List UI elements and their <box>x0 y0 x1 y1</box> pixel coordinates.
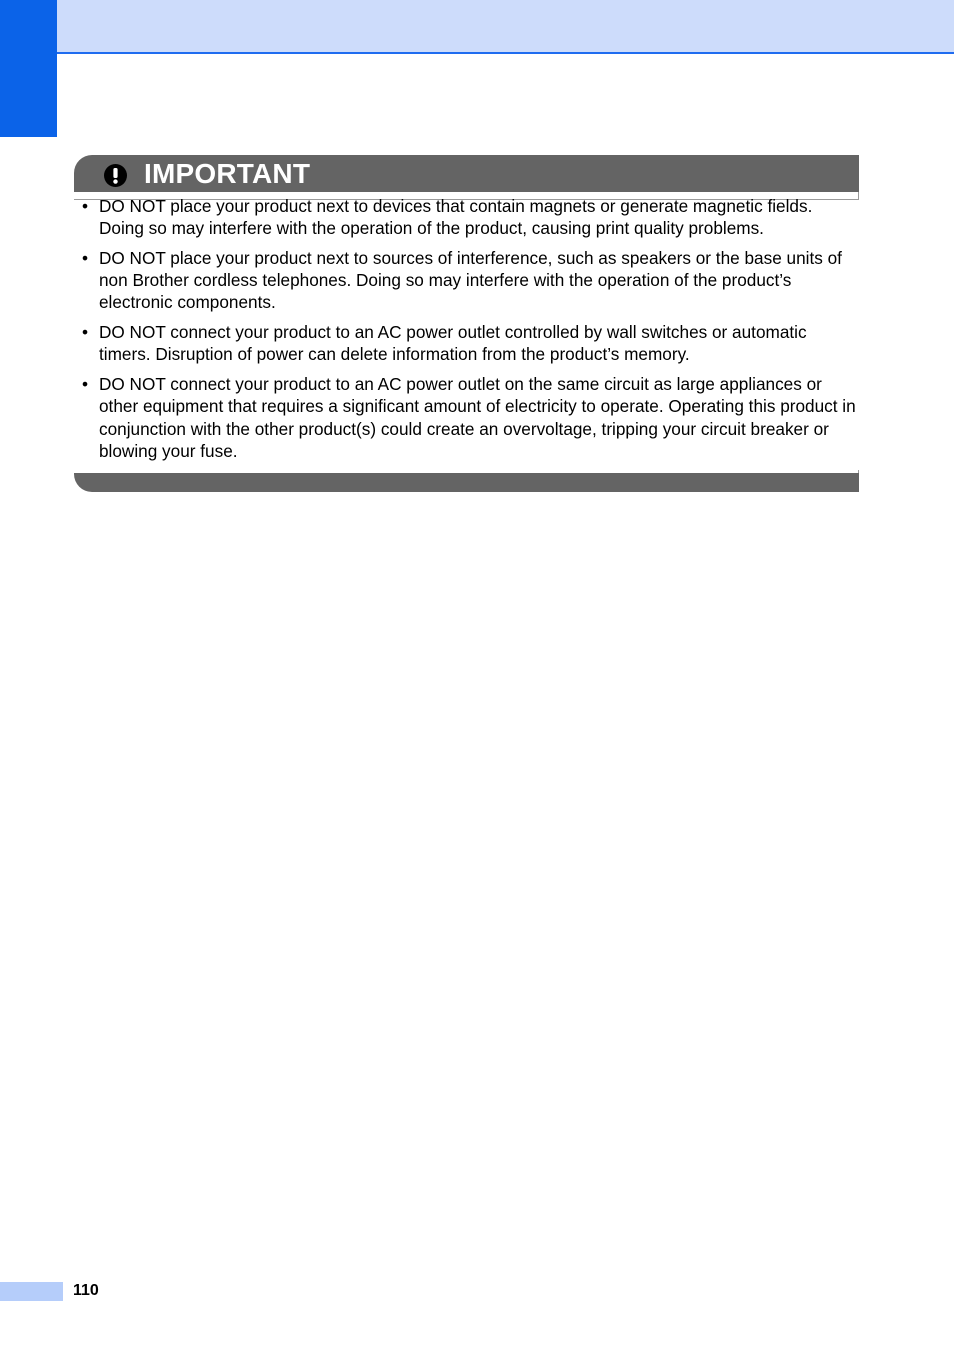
bullet: • <box>82 322 89 343</box>
page-number-tab <box>0 1282 63 1301</box>
important-title: IMPORTANT <box>144 158 311 189</box>
exclamation-icon <box>104 164 127 187</box>
list-item <box>80 321 858 365</box>
list-item-text: DO NOT place your product next to devices that contain magnets or generate magnetic fields. Doing so may interfere with the operation of the product, causing print quality problems. <box>99 196 813 239</box>
bullet: • <box>82 196 89 216</box>
list-item-text: DO NOT connect your product to an AC power outlet on the same circuit as large appliances or other equipment that requires a significant amount of electricity to operate. Operating this product in conjunction with the other product(s) could create an overvoltage, tripping your circuit breaker or blowing your fuse. <box>99 374 856 461</box>
page-number: 110 <box>73 1282 99 1299</box>
header-band <box>57 0 954 54</box>
list-item-text: DO NOT connect your product to an AC power outlet controlled by wall switches or automatic timers. Disruption of power can delete information from the product’s memory. <box>99 322 807 365</box>
chapter-tab <box>0 0 57 137</box>
important-footer-bar <box>74 473 859 492</box>
list-item <box>80 247 858 314</box>
important-list <box>80 195 858 470</box>
bullet: • <box>82 374 89 395</box>
list-item <box>80 373 858 462</box>
list-item-text: DO NOT place your product next to sources of interference, such as speakers or the base units of non Brother cordless telephones. Doing so may interfere with the operation of the product’s electronic components. <box>99 248 842 313</box>
bullet: • <box>82 248 89 268</box>
list-item <box>80 195 858 239</box>
